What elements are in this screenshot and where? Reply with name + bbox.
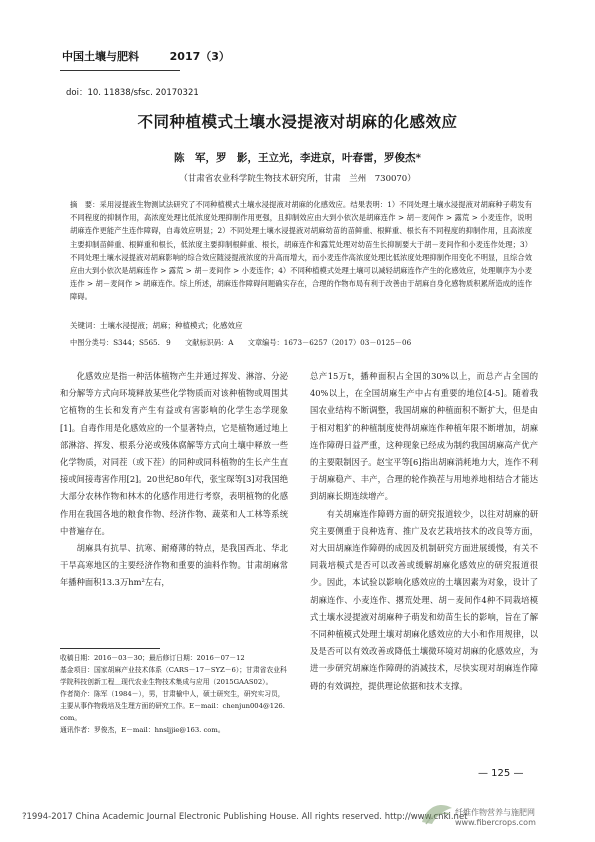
page-number: — 125 — bbox=[478, 768, 524, 779]
affiliation: （甘肃省农业科学院生物技术研究所，甘肃 兰州 730070） bbox=[179, 174, 416, 184]
body-column-left bbox=[60, 368, 288, 592]
footnote-rule bbox=[60, 648, 160, 649]
body-column-right bbox=[310, 368, 538, 695]
classification-info: 中图分类号：S344；S565. 9 文献标识码：A 文章编号：1673－6257（2017）03－0125－06 bbox=[70, 338, 412, 347]
paragraph: 胡麻具有抗旱、抗寒、耐瘠薄的特点，是我国西北、华北干旱高寒地区的主要经济作物和重要的油料作物。甘肃胡麻常年播种面积13.3万hm²左右， bbox=[60, 543, 288, 588]
doi: doi：10. 11838/sfsc. 20170321 bbox=[66, 88, 199, 98]
header-rule bbox=[60, 70, 180, 71]
paragraph: 化感效应是指一种活体植物产生并通过挥发、淋溶、分泌和分解等方式向环境释放某些化学物质而对该种植物或周围其它植物的生长和发育产生有益或有害影响的化学生态学现象[1]。自毒作用是化感效应的一个显著特点，它是植物通过地上部淋溶、挥发、根系分泌或残体腐解等方式向土壤中释放一些化学物质，对同茬（或下茬）的同种或同科植物的生长产生直接或间接毒害作用[2]。20世纪80年代，张宝琛等[3]对我国绝大部分农林作物和林木的化感作用进行考察，表明植物的化感作用在我国各地的粮食作物、经济作物、蔬菜和人工林等系统中普遍存在。 bbox=[60, 371, 288, 536]
received-date: 收稿日期：2016－03－30；最后修订日期：2016－07－12 bbox=[60, 654, 245, 662]
journal-header bbox=[62, 48, 230, 64]
paragraph: 有关胡麻连作障碍方面的研究报道较少，以往对胡麻的研究主要侧重于良种选育、推广及农艺栽培技术的改良等方面，对大田胡麻连作障碍的成因及机制研究方面进展缓慢，有关不同栽培模式是否可以改善或缓解胡麻化感效应的研究报道很少。因此，本试验以影响化感效应的土壤因素为对象，设计了胡麻连作、小麦连作、撂荒处理、胡－麦间作4种不同栽培模式土壤水浸提液对胡麻种子萌发和幼苗生长的影响，旨在了解不同种植模式处理土壤对胡麻化感效应的大小和作用规律，以及是否可以有效改善或降低土壤微环境对胡麻的化感效应，为进一步研究胡麻连作障碍的消减技术，尽快实现对胡麻连作障碍的有效调控，提供理论依据和技术支撑。 bbox=[310, 508, 538, 691]
corresponding-author: 通讯作者：罗俊杰，E－mail：hnsljjie@163. com。 bbox=[60, 726, 225, 734]
copyright: ?1994-2017 China Academic Journal Electronic Publishing House. All rights reserved. http://www.cnki.net bbox=[22, 812, 468, 822]
watermark bbox=[455, 808, 536, 828]
watermark-line2: www.fibercrops.com bbox=[455, 818, 536, 827]
authors: 陈 军，罗 影，王立光，李进京，叶春雷，罗俊杰* bbox=[174, 152, 421, 164]
journal-issue: 2017（3） bbox=[169, 50, 230, 63]
paper-title: 不同种植模式土壤水浸提液对胡麻的化感效应 bbox=[137, 113, 458, 131]
watermark-line1: 纤维作物营养与施肥网 bbox=[455, 808, 535, 817]
abstract: 摘 要：采用浸提液生物测试法研究了不同种植模式土壤水浸提液对胡麻的化感效应。结果表明：1）不同处理土壤水浸提液对胡麻种子萌发有不同程度的抑制作用，高浓度处理比低浓度处理抑制作用更强，且抑制效应由大到小依次是胡麻连作 > 胡－麦间作 > 露荒 > 小麦连作，说明胡麻连作更能产生连作障碍，自毒效应明显；2）不同处理土壤水浸提液对胡麻幼苗的苗鲜重、根鲜重、根长有不同程度的抑制作用，且高浓度主要抑制苗鲜重、根鲜重和根长，低浓度主要抑制根鲜重、根长，胡麻连作和露荒处理对幼苗生长抑制要大于胡－麦间作和小麦连作处理；3）不同处理土壤水浸提液对胡麻影响的综合效应随浸提液浓度的升高而增大，而小麦连作高浓度处理比低浓度处理抑制作用变化不明显，且综合效应由大到小依次是胡麻连作 > 露荒 > 胡－麦间作 > 小麦连作；4）不同种植模式处理土壤可以减轻胡麻连作产生的化感效应，处理顺序为小麦连作 > 胡－麦间作 > 胡麻连作。综上所述，胡麻连作障碍问题确实存在，合理的作物布局有利于改善由于胡麻自身化感物质积累所造成的连作障碍。 bbox=[70, 200, 532, 302]
watermark-logo-icon bbox=[418, 800, 456, 828]
fund-info: 基金项目：国家胡麻产业技术体系（CARS－17－SYZ－6）；甘肃省农业科学院科技创新工程＿现代农业生物技术集成与应用（2015GAAS02）。 bbox=[60, 666, 287, 686]
author-bio: 作者简介：陈军（1984－），男，甘肃榆中人，硕士研究生，研究实习员，主要从事作物栽培及生理方面的研究工作。E－mail：chenjun004@126. com。 bbox=[60, 690, 285, 722]
footnote bbox=[60, 652, 290, 736]
paragraph: 总产15万t，播种面积占全国的30%以上，而总产占全国的40%以上，在全国胡麻生产中占有重要的地位[4-5]。随着我国农业结构不断调整，我国胡麻的种植面积不断扩大，但是由于相对粗犷的种植制度使得胡麻连作种植年限不断增加，胡麻连作障碍日益严重，这种现象已经成为制约我国胡麻高产优产的主要限制因子。赵宝平等[6]指出胡麻消耗地力大，连作不利于胡麻稳产、丰产，合理的轮作换茬与用地养地相结合才能达到胡麻长期连续增产。 bbox=[310, 371, 538, 502]
journal-name: 中国土壤与肥料 bbox=[62, 50, 139, 63]
keywords: 关键词：土壤水浸提液；胡麻；种植模式；化感效应 bbox=[70, 321, 243, 330]
